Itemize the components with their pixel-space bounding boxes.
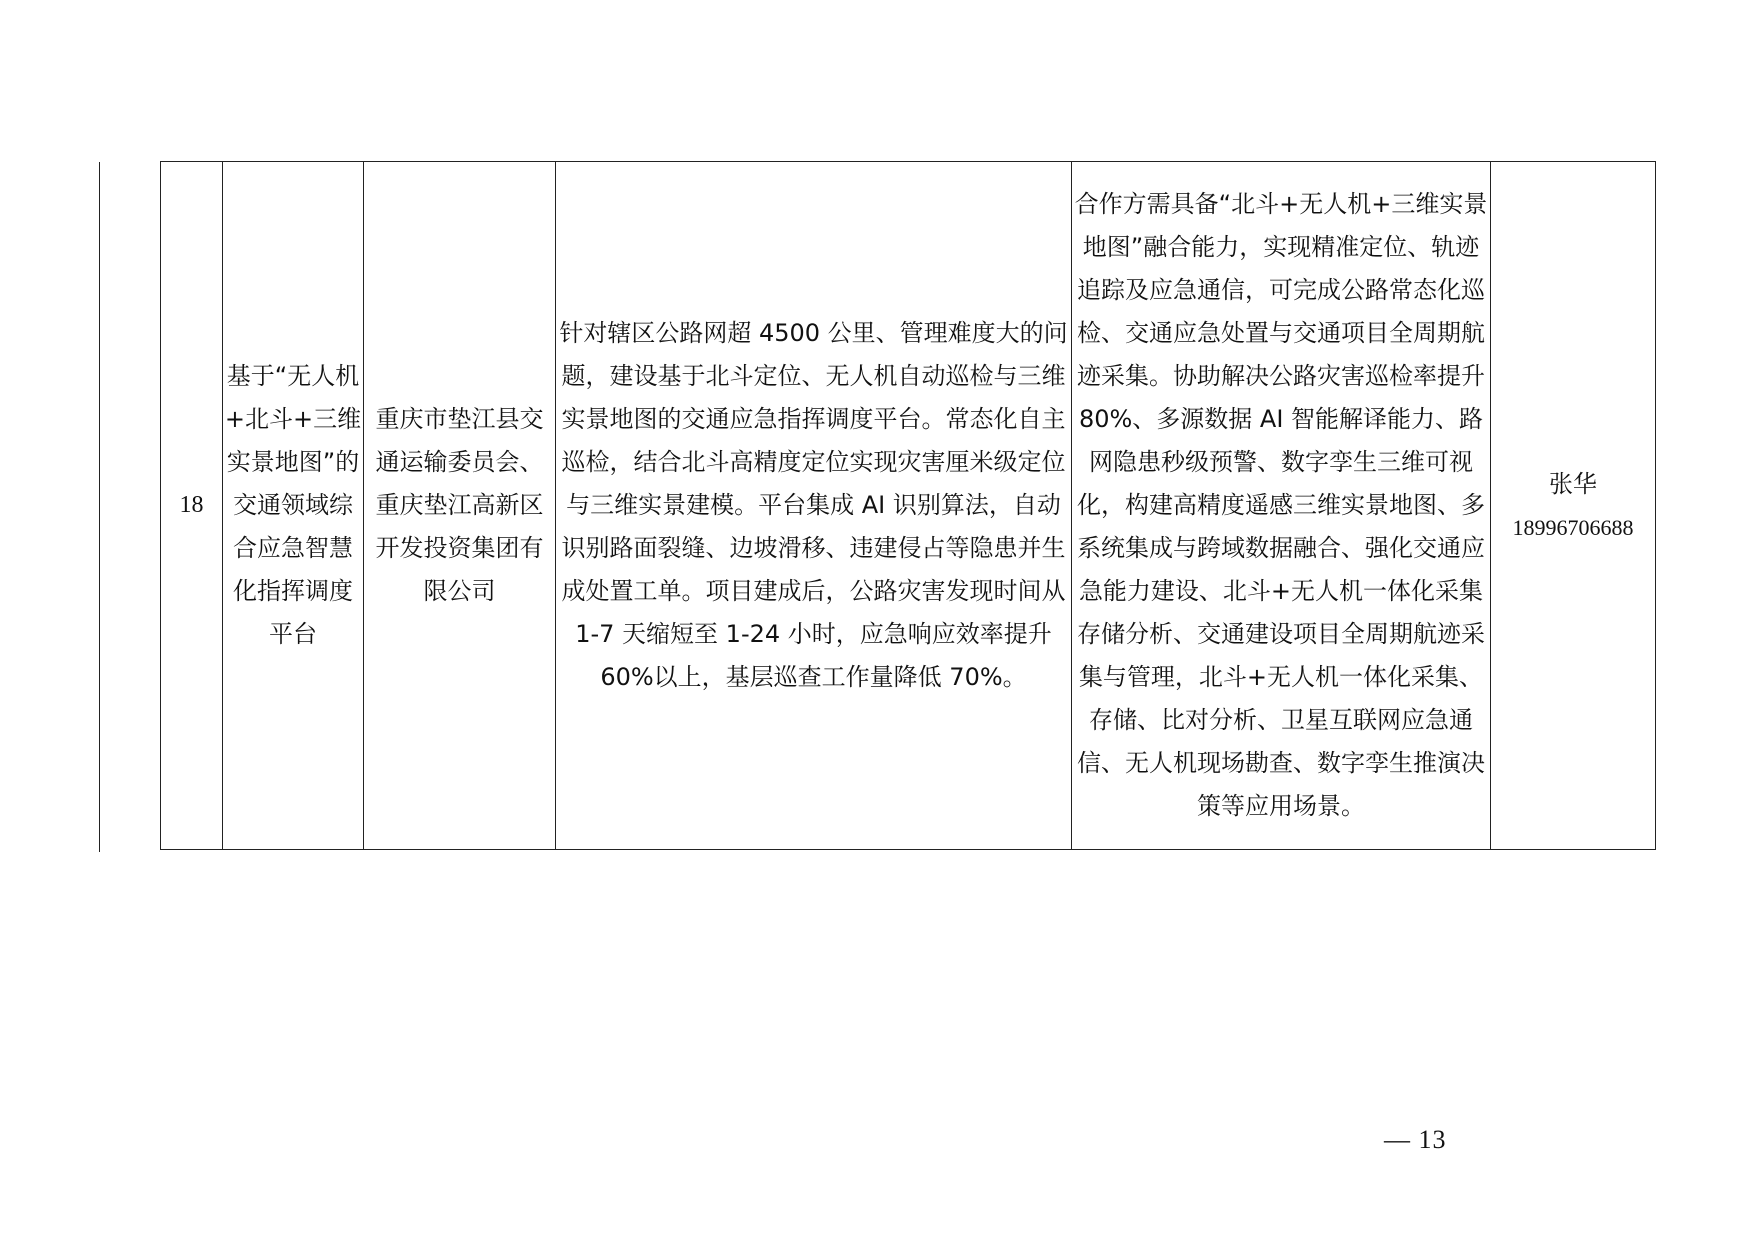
project-table bbox=[160, 161, 1656, 850]
left-margin-rule bbox=[99, 162, 100, 852]
page-number: — 13 bbox=[1384, 1125, 1447, 1154]
contact-phone: 18996706688 bbox=[1512, 514, 1634, 540]
contact-name: 张华 bbox=[1549, 469, 1597, 498]
project-description: 针对辖区公路网超 4500 公里、管理难度大的问题，建设基于北斗定位、无人机自动巡检与三维实景地图的交通应急指挥调度平台。常态化自主巡检，结合北斗高精度定位实现灾害厘米级定位与三维实景建模。平台集成 AI 识别算法，自动识别路面裂缝、边坡滑移、违建侵占等隐患并生成处置工单。项目建成后，公路灾害发现时间从 1-7 天缩短至 1-24 小时，应急响应效率提升 60%以上，基层巡查工作量降低 70%。 bbox=[556, 162, 1072, 850]
table-row bbox=[161, 162, 1656, 850]
project-owner: 重庆市垫江县交通运输委员会、重庆垫江高新区开发投资集团有限公司 bbox=[364, 162, 556, 850]
partner-requirements: 合作方需具备“北斗+无人机+三维实景地图”融合能力，实现精准定位、轨迹追踪及应急通信，可完成公路常态化巡检、交通应急处置与交通项目全周期航迹采集。协助解决公路灾害巡检率提升 80%、多源数据 AI 智能解译能力、路网隐患秒级预警、数字孪生三维可视化，构建高精度遥感三维实景地图、多系统集成与跨域数据融合、强化交通应急能力建设、北斗+无人机一体化采集存储分析、交通建设项目全周期航迹采集与管理，北斗+无人机一体化采集、存储、比对分析、卫星互联网应急通信、无人机现场勘查、数字孪生推演决策等应用场景。 bbox=[1072, 162, 1491, 850]
project-name: 基于“无人机+北斗+三维实景地图”的交通领域综合应急智慧化指挥调度平台 bbox=[223, 162, 364, 850]
row-index: 18 bbox=[161, 162, 223, 850]
contact-cell bbox=[1491, 162, 1656, 850]
